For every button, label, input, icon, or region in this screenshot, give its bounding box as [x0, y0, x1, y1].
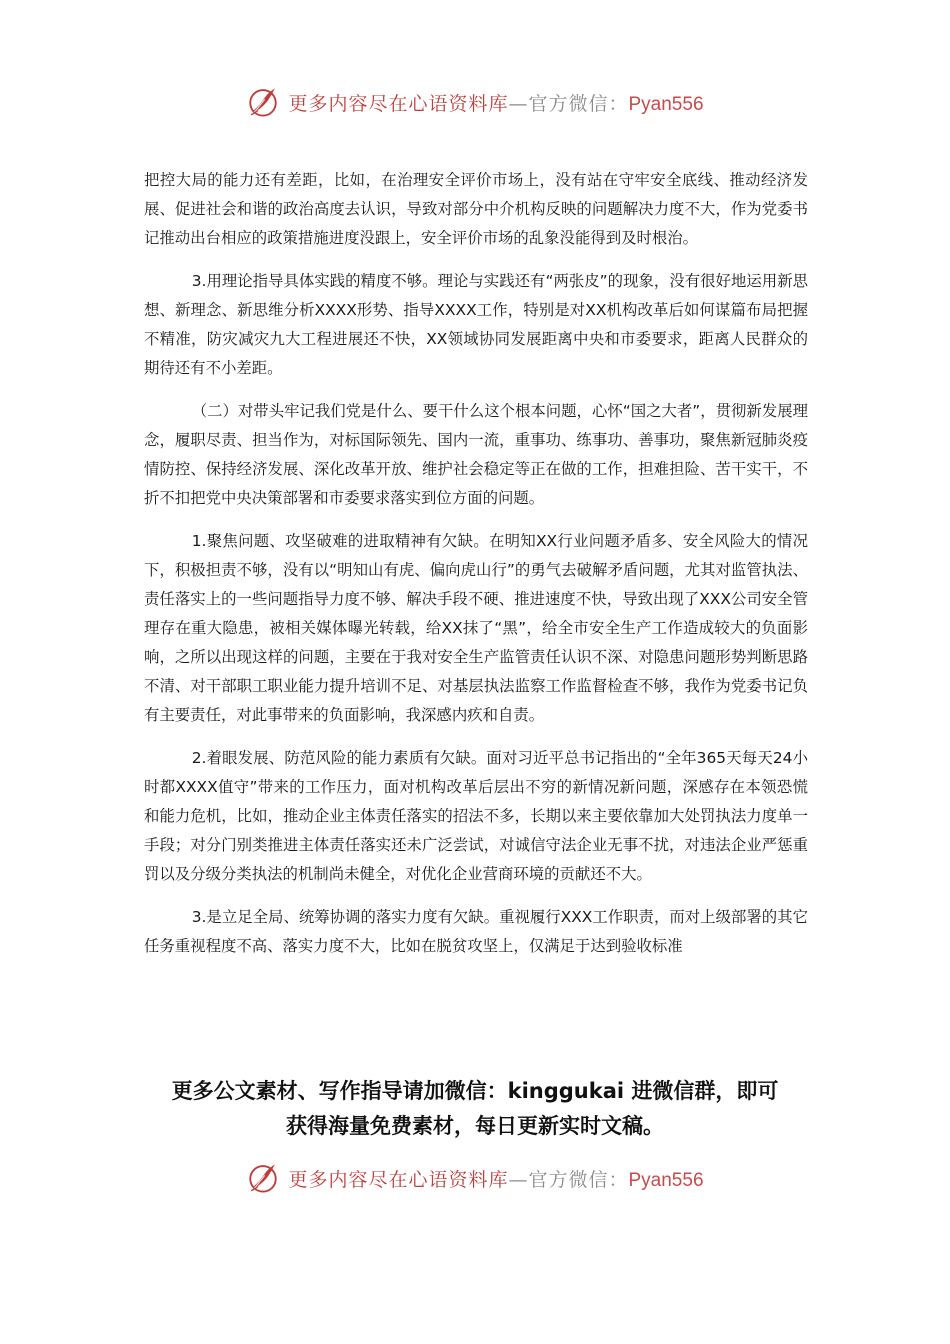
header-dash: — [508, 92, 529, 115]
paragraph-item-3-theory: 3.用理论指导具体实践的精度不够。理论与实践还有“两张皮”的现象，没有很好地运用新思想、新理念、新思维分析XXXX形势、指导XXXX工作，特别是对XX机构改革后如何谋篇布局把握不精准，防灾减灾九大工程进展还不快，XX领域协同发展距离中央和市委要求，距离人民群众的期待还有不小差距。 [144, 272, 808, 377]
paragraph-item-1-problems: 1.聚焦问题、攻坚破难的进取精神有欠缺。在明知XX行业问题矛盾多、安全风险大的情况下，积极担责不够，没有以“明知山有虎、偏向虎山行”的勇气去破解矛盾问题，尤其对监管执法、责任落实上的一些问题指导力度不够、解决手段不硬、推进速度不快，导致出现了XXX公司安全管理存在重大隐患，被相关媒体曝光转载，给XX抹了“黑”，给全市安全生产工作造成较大的负面影响，之所以出现这样的问题，主要在于我对安全生产监管责任认识不深、对隐患问题形势判断思路不清、对干部职工职业能力提升培训不足、对基层执法监察工作监督检查不够，我作为党委书记负有主要责任，对此事带来的负面影响，我深感内疚和自责。 [144, 532, 808, 724]
promo-notice [100, 1074, 850, 1144]
header-banner [0, 82, 950, 122]
footer-wechat-label: 官方微信： [528, 1168, 629, 1191]
header-wechat-id: Pyan556 [628, 93, 704, 115]
header-wechat-label: 官方微信： [528, 92, 629, 115]
quill-pen-circle-logo-icon [246, 85, 280, 119]
paragraph-continuation: 把控大局的能力还有差距，比如，在治理安全评价市场上，没有站在守牢安全底线、推动经济发展、促进社会和谐的政治高度去认识，导致对部分中介机构反映的问题解决力度不大，作为党委书记推动出台相应的政策措施进度没跟上，安全评价市场的乱象没能得到及时根治。 [144, 171, 808, 247]
footer-site-text: 更多内容尽在心语资料库 [288, 1168, 509, 1191]
paragraph-item-3-overall: 3.是立足全局、统筹协调的落实力度有欠缺。重视履行XXX工作职责，而对上级部署的其它任务重视程度不高、落实力度不大，比如在脱贫攻坚上，仅满足于达到验收标准 [144, 908, 808, 955]
paragraph-section-2: （二）对带头牢记我们党是什么、要干什么这个根本问题，心怀“国之大者”，贯彻新发展理念，履职尽责、担当作为，对标国际领先、国内一流，重事功、练事功、善事功，聚焦新冠肺炎疫情防控、保持经济发展、深化改革开放、维护社会稳定等正在做的工作，担难担险、苦干实干，不折不扣把党中央决策部署和市委要求落实到位方面的问题。 [144, 402, 808, 507]
quill-pen-circle-logo-icon [246, 1161, 280, 1195]
promo-line-1: 更多公文素材、写作指导请加微信：kinggukai 进微信群，即可 [171, 1079, 779, 1103]
footer-dash: — [508, 1168, 529, 1191]
header-site-text: 更多内容尽在心语资料库 [288, 92, 509, 115]
footer-banner-text [288, 1165, 703, 1192]
header-banner-text [288, 89, 703, 116]
paragraph-item-2-development: 2.着眼发展、防范风险的能力素质有欠缺。面对习近平总书记指出的“全年365天每天24小时都XXXX值守”带来的工作压力，面对机构改革后层出不穷的新情况新问题，深感存在本领恐慌和能力危机，比如，推动企业主体责任落实的招法不多，长期以来主要依靠加大处罚执法力度单一手段；对分门别类推进主体责任落实还未广泛尝试，对诚信守法企业无事不扰，对违法企业严惩重罚以及分级分类执法的机制尚未健全，对优化企业营商环境的贡献还不大。 [144, 749, 808, 883]
footer-banner [0, 1158, 950, 1198]
footer-wechat-id: Pyan556 [628, 1169, 704, 1191]
document-body [144, 166, 808, 975]
promo-line-2: 获得海量免费素材，每日更新实时文稿。 [286, 1114, 664, 1138]
